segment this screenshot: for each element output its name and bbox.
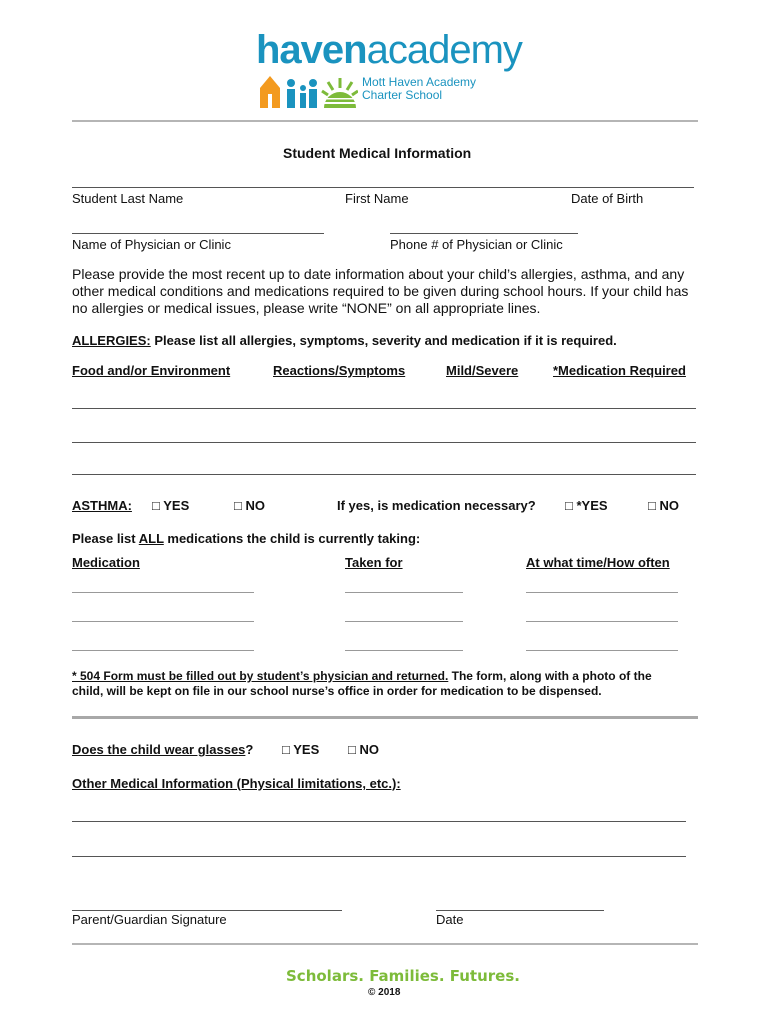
med-line-2a[interactable] [72, 621, 254, 622]
header-divider [72, 120, 698, 122]
col-taken-for: Taken for [345, 555, 403, 570]
physician-name-label: Name of Physician or Clinic [72, 237, 231, 252]
med-line-3a[interactable] [72, 650, 254, 651]
intro-line-2: other medical conditions and medications required to be given during school hours. If your child has [72, 283, 689, 299]
physician-phone-label: Phone # of Physician or Clinic [390, 237, 563, 252]
other-info-line-2[interactable] [72, 856, 686, 857]
glasses-question-mark: ? [245, 742, 254, 757]
logo-figures-icon [258, 74, 358, 110]
glasses-yes-checkbox[interactable]: □ YES [282, 742, 320, 757]
asthma-yes-checkbox[interactable]: □ YES [152, 498, 190, 513]
col-mild-severe: Mild/Severe [446, 363, 519, 378]
asthma-med-yes-checkbox[interactable]: □ *YES [565, 498, 608, 513]
logo-tagline-line2: Charter School [362, 88, 443, 102]
form-504-note [72, 669, 652, 699]
col-food-environment: Food and/or Environment [72, 363, 231, 378]
logo-wordmark [256, 28, 522, 73]
medications-prompt-all: ALL [138, 531, 164, 546]
glasses-question-text: Does the child wear glasses [72, 742, 246, 757]
medications-prompt [72, 531, 420, 546]
section-divider [72, 716, 698, 719]
med-line-1c[interactable] [526, 592, 678, 593]
logo-tagline [362, 76, 476, 102]
med-line-1b[interactable] [345, 592, 463, 593]
logo-word-academy: academy [366, 28, 522, 72]
first-name-label: First Name [345, 191, 409, 206]
medications-prompt-post: medications the child is currently taking: [163, 531, 421, 546]
intro-line-1: Please provide the most recent up to date information about your child’s allergies, asthma, and any [72, 266, 685, 282]
student-last-name-label: Student Last Name [72, 191, 184, 206]
form-title: Student Medical Information [283, 145, 472, 161]
med-line-2b[interactable] [345, 621, 463, 622]
signature-label: Parent/Guardian Signature [72, 912, 227, 927]
asthma-no-checkbox[interactable]: □ NO [234, 498, 265, 513]
med-line-3c[interactable] [526, 650, 678, 651]
footer-divider [72, 943, 698, 945]
med-line-2c[interactable] [526, 621, 678, 622]
allergies-heading [72, 333, 617, 348]
school-logo [256, 28, 522, 112]
glasses-no-checkbox[interactable]: □ NO [348, 742, 379, 757]
footer-slogan: Scholars. Families. Futures. [286, 967, 520, 985]
med-line-3b[interactable] [345, 650, 463, 651]
allergy-line-1[interactable] [72, 408, 696, 409]
other-info-line-1[interactable] [72, 821, 686, 822]
signature-line[interactable] [72, 910, 342, 911]
asthma-label: ASTHMA: [72, 498, 132, 513]
intro-paragraph [72, 266, 688, 317]
logo-tagline-line1: Mott Haven Academy [362, 75, 477, 89]
asthma-medication-question: If yes, is medication necessary? [337, 498, 536, 513]
asthma-med-no-checkbox[interactable]: □ NO [648, 498, 679, 513]
allergies-instruction: Please list all allergies, symptoms, severity and medication if it is required. [150, 333, 617, 348]
medications-prompt-pre: Please list [72, 531, 139, 546]
col-medication: Medication [72, 555, 140, 570]
physician-phone-line[interactable] [390, 233, 578, 234]
allergy-line-2[interactable] [72, 442, 696, 443]
glasses-question [72, 742, 253, 757]
note-underlined: * 504 Form must be filled out by student’s physician and returned. [72, 669, 449, 683]
logo-word-haven: haven [256, 28, 367, 72]
col-reactions-symptoms: Reactions/Symptoms [273, 363, 406, 378]
med-line-1a[interactable] [72, 592, 254, 593]
col-time-frequency: At what time/How often [526, 555, 670, 570]
col-medication-required: *Medication Required [553, 363, 686, 378]
student-info-line[interactable] [72, 187, 694, 188]
note-line-2: child, will be kept on file in our school nurse’s office in order for medication to be dispensed. [72, 684, 602, 698]
intro-line-3: no allergies or medical issues, please write “NONE” on all appropriate lines. [72, 300, 541, 316]
note-rest-1: The form, along with a photo of the [448, 669, 652, 683]
other-medical-info-label: Other Medical Information (Physical limitations, etc.): [72, 776, 401, 791]
allergy-line-3[interactable] [72, 474, 696, 475]
date-label: Date [436, 912, 464, 927]
physician-name-line[interactable] [72, 233, 324, 234]
date-of-birth-label: Date of Birth [571, 191, 644, 206]
allergies-label: ALLERGIES: [72, 333, 151, 348]
date-line[interactable] [436, 910, 604, 911]
footer-copyright: © 2018 [368, 987, 401, 998]
